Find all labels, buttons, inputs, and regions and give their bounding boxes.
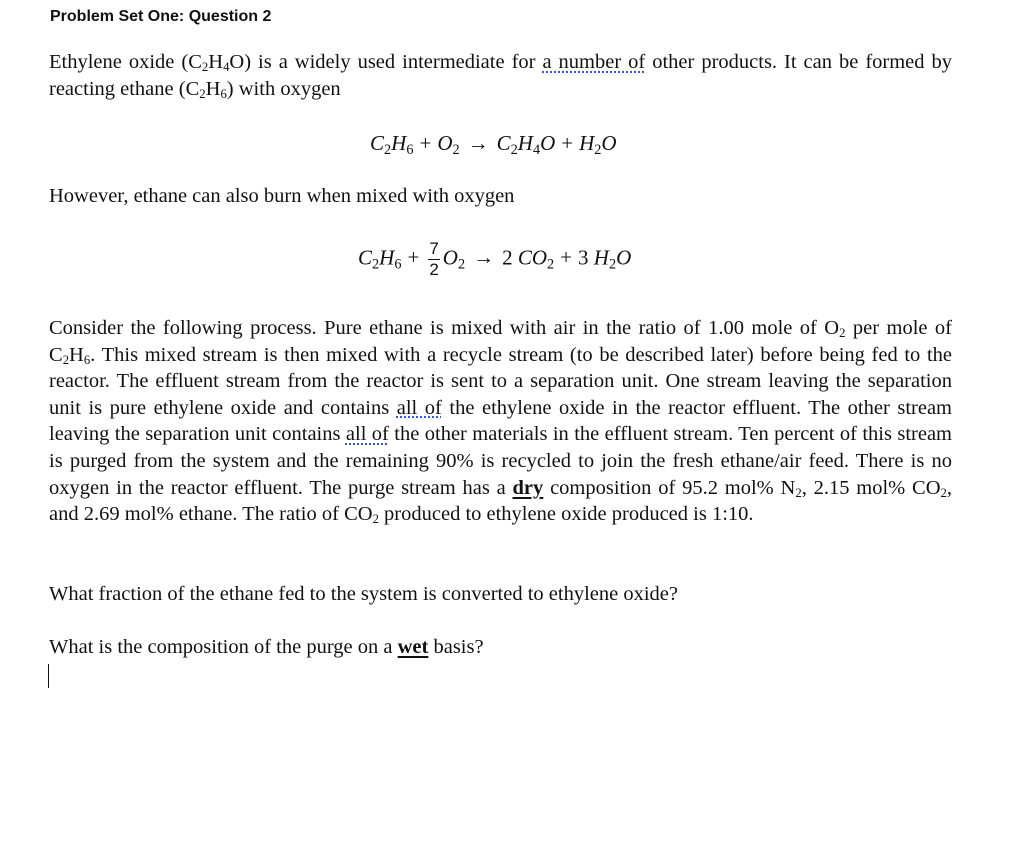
text-cursor[interactable]	[48, 664, 49, 688]
question-1: What fraction of the ethane fed to the system is converted to ethylene oxide?	[49, 583, 679, 605]
spellcheck-hint-all-of-1[interactable]: all of	[396, 396, 442, 419]
however-line: However, ethane can also burn when mixed with oxygen	[49, 185, 515, 207]
spellcheck-hint-a-number-of[interactable]: a number of	[542, 51, 646, 73]
equation-ethylene-oxide-formation: $C_2H_6 + O_2 \to C_2H_4O + H_2O$	[370, 131, 617, 158]
intro-paragraph: Ethylene oxide $(C_2H_4O)$ is a widely used intermediate for a number of other products. It can be formed by reacting ethane $(C_2H_6)$ with oxygen	[49, 51, 952, 101]
page-title: Problem Set One: Question 2	[50, 8, 272, 25]
fraction-seven-halves: $\frac{7}{2}$	[429, 239, 439, 279]
question-2: What is the composition of the purge on a wet basis?	[49, 636, 484, 658]
equation-ethane-combustion: $C_2H_6$ + $\frac{7}{2}$ $O_2 \to 2$ $CO_2 + 3$ $H_2O$	[358, 239, 632, 279]
emphasis-dry: dry	[512, 476, 544, 499]
emphasis-wet: wet	[397, 636, 429, 658]
process-paragraph: Consider the following process. Pure ethane is mixed with air in the ratio of 1.00 mole of $O_2$ per mole of $C_2H_6$. This mixed stream is then mixed with a recycle stream (to be described later) before being fed to the reactor. The effluent stream from the reactor is sent to a separation unit. One stream leaving the separation unit is pure ethylene oxide and contains all of the ethylene oxide in the reactor effluent. The other stream leaving the separation unit contains all of the other materials in the effluent stream. Ten percent of this stream is purged from the system and the remaining 90% is recycled to join the fresh ethane/air feed. There is no oxygen in the reactor effluent. The purge stream has a dry composition of 95.2 mol% $N_2$, 2.15 mol% $CO_2$, and 2.69 mol% ethane. The ratio of $CO_2$ produced to ethylene oxide produced is 1:10.	[49, 317, 952, 526]
spellcheck-hint-all-of-2[interactable]: all of	[345, 423, 389, 446]
